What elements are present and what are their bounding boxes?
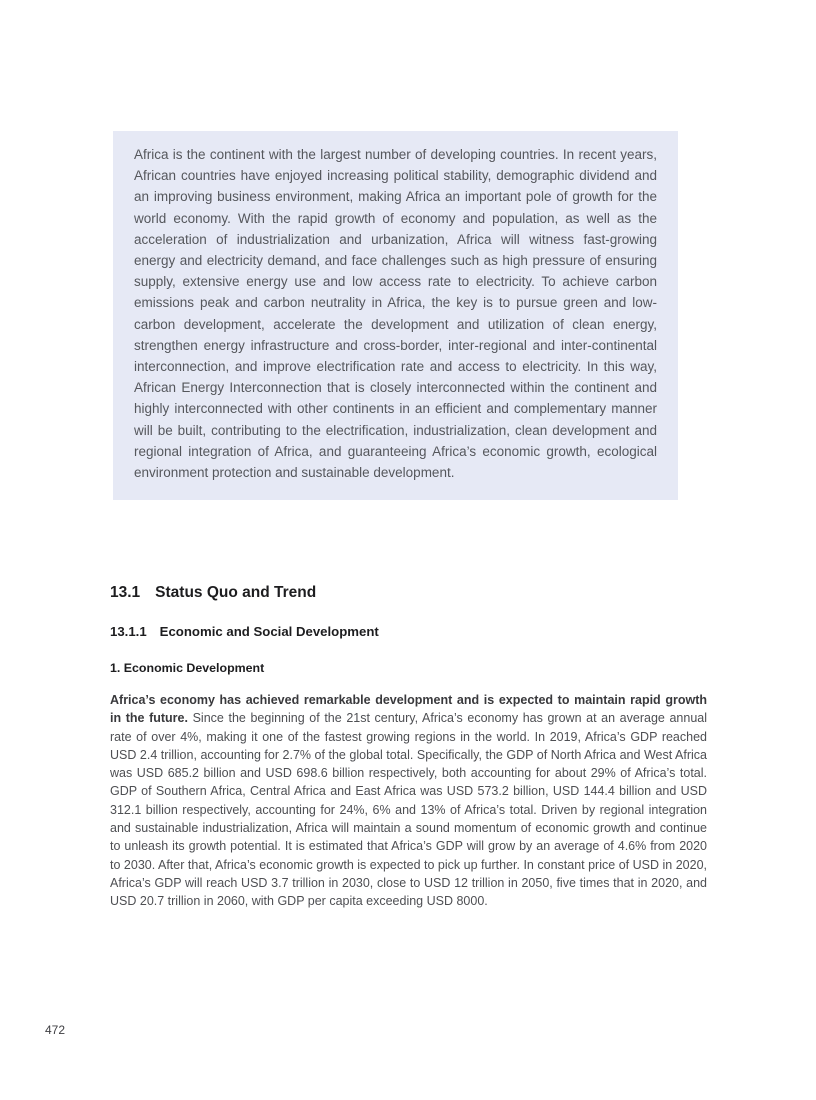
section-title: Status Quo and Trend [155,584,317,601]
abstract-text: Africa is the continent with the largest number of developing countries. In recent years, African countries have enjoyed increasing political stability, demographic dividend and an improving business environment, making Africa an important pole of growth for the world economy. With the rapid growth of economy and population, as well as the acceleration of industrialization and urbanization, Africa will witness fast-growing energy and electricity demand, and face challenges such as high pressure of ensuring supply, extensive energy use and low access rate to electricity. To achieve carbon emissions peak and carbon neutrality in Africa, the key is to pursue green and low-carbon development, accelerate the development and utilization of clean energy, strengthen energy infrastructure and cross-border, inter-regional and inter-continental interconnection, and improve electrification rate and access to electricity. In this way, African Energy Interconnection that is closely interconnected within the continent and highly interconnected with other continents in an efficient and complementary manner will be built, contributing to the electrification, industrialization, clean development and regional integration of Africa, and guaranteeing Africa’s economic growth, ecological environment protection and sustainable development. [134,147,657,481]
subsection-number: 13.1.1 [110,624,147,639]
body-paragraph [110,691,707,911]
paragraph-body-text: Since the beginning of the 21st century, Africa’s economy has grown at an average annual rate of over 4%, making it one of the fastest growing regions in the world. In 2019, Africa’s GDP reached USD 2.4 trillion, accounting for 2.7% of the global total. Specifically, the GDP of North Africa and West Africa was USD 685.2 billion and USD 698.6 billion respectively, both accounting for about 29% of Africa’s total. GDP of Southern Africa, Central Africa and East Africa was USD 573.2 billion, USD 144.4 billion and USD 312.1 billion respectively, accounting for 24%, 6% and 13% of Africa’s total. Driven by regional integration and sustainable industrialization, Africa will maintain a sound momentum of economic growth and continue to unleash its growth potential. It is estimated that Africa’s GDP will grow by an average of 4.6% from 2020 to 2030. After that, Africa’s economic growth is expected to pick up further. In constant price of USD in 2020, Africa’s GDP will reach USD 3.7 trillion in 2030, close to USD 12 trillion in 2050, five times that in 2020, and USD 20.7 trillion in 2060, with GDP per capita exceeding USD 8000. [110,711,708,909]
section-number: 13.1 [110,584,141,601]
numbered-subheading: 1. Economic Development [110,661,265,675]
page-number: 472 [45,1023,66,1037]
chapter-abstract-box [113,131,678,500]
section-heading [110,584,316,602]
subsection-title: Economic and Social Development [159,624,379,639]
paragraph-lead-sentence: Africa’s economy has achieved remarkable development and is expected to maintain rapid growth in the future. [110,693,707,726]
subsection-heading [110,624,379,640]
